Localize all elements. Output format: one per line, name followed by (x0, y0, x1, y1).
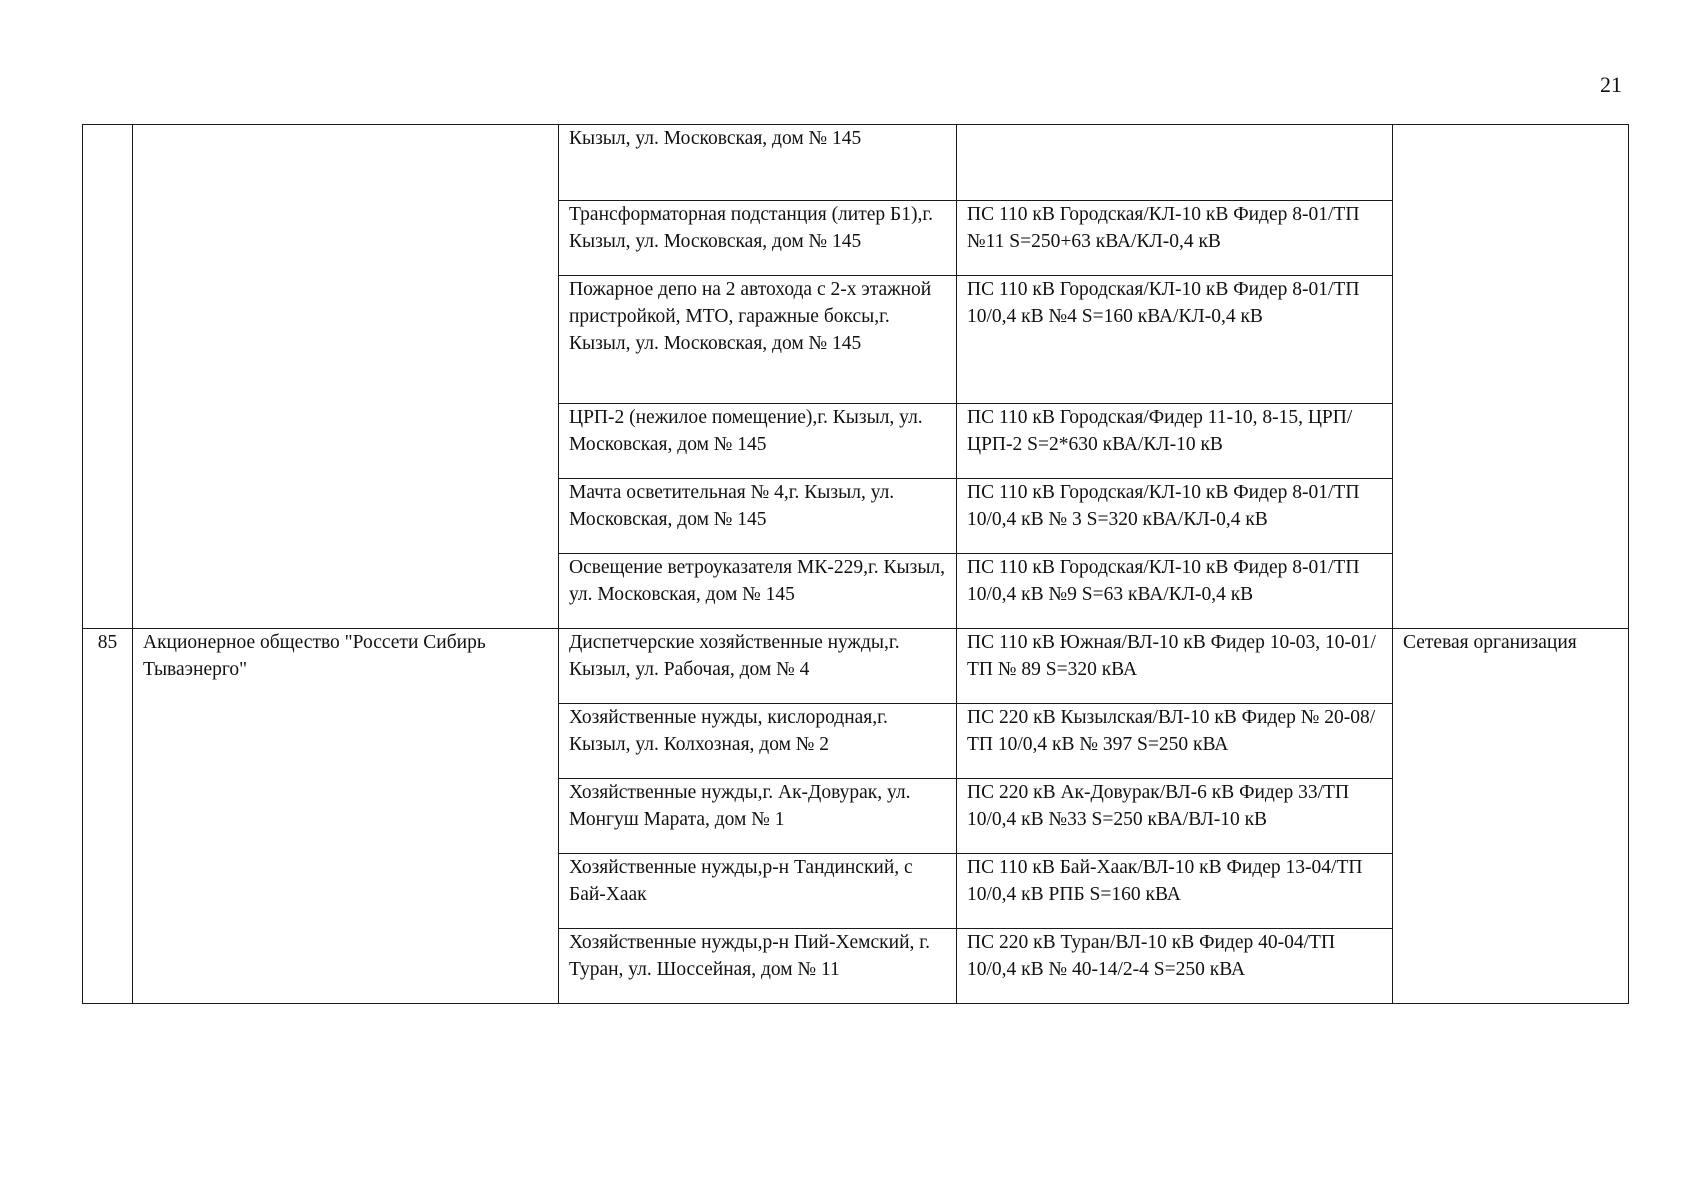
supply-source-cell: ПС 110 кВ Бай-Хаак/ВЛ-10 кВ Фидер 13-04/ТП 10/0,4 кВ РПБ S=160 кВА (957, 854, 1393, 929)
object-cell: Хозяйственные нужды, кислородная,г. Кызыл, ул. Колхозная, дом № 2 (559, 704, 957, 779)
supply-source-cell: ПС 110 кВ Городская/Фидер 11-10, 8-15, ЦРП/ЦРП-2 S=2*630 кВА/КЛ-10 кВ (957, 404, 1393, 479)
object-cell: Освещение ветроуказателя МК-229,г. Кызыл, ул. Московская, дом № 145 (559, 554, 957, 629)
table-row (83, 125, 1629, 201)
object-cell: Хозяйственные нужды,р-н Пий-Хемский, г. Туран, ул. Шоссейная, дом № 11 (559, 929, 957, 1004)
data-table (82, 124, 1629, 1004)
object-cell: Хозяйственные нужды,г. Ак-Довурак, ул. Монгуш Марата, дом № 1 (559, 779, 957, 854)
object-cell: ЦРП-2 (нежилое помещение),г. Кызыл, ул. Московская, дом № 145 (559, 404, 957, 479)
organization-cell (133, 125, 559, 629)
supply-source-cell: ПС 220 кВ Кызылская/ВЛ-10 кВ Фидер № 20-08/ТП 10/0,4 кВ № 397 S=250 кВА (957, 704, 1393, 779)
supply-source-cell: ПС 110 кВ Городская/КЛ-10 кВ Фидер 8-01/ТП №11 S=250+63 кВА/КЛ-0,4 кВ (957, 201, 1393, 276)
row-number-cell: 85 (83, 629, 133, 1004)
supply-source-cell: ПС 110 кВ Городская/КЛ-10 кВ Фидер 8-01/ТП 10/0,4 кВ №4 S=160 кВА/КЛ-0,4 кВ (957, 276, 1393, 404)
supply-source-cell (957, 125, 1393, 201)
page-number: 21 (1600, 72, 1622, 97)
category-cell (1393, 125, 1629, 629)
object-cell: Мачта осветительная № 4,г. Кызыл, ул. Московская, дом № 145 (559, 479, 957, 554)
supply-source-cell: ПС 110 кВ Южная/ВЛ-10 кВ Фидер 10-03, 10-01/ТП № 89 S=320 кВА (957, 629, 1393, 704)
supply-source-cell: ПС 220 кВ Ак-Довурак/ВЛ-6 кВ Фидер 33/ТП 10/0,4 кВ №33 S=250 кВА/ВЛ-10 кВ (957, 779, 1393, 854)
object-cell: Пожарное депо на 2 автохода с 2-х этажной пристройкой, МТО, гаражные боксы,г. Кызыл, ул. Московская, дом № 145 (559, 276, 957, 404)
row-number-cell (83, 125, 133, 629)
supply-source-cell: ПС 220 кВ Туран/ВЛ-10 кВ Фидер 40-04/ТП 10/0,4 кВ № 40-14/2-4 S=250 кВА (957, 929, 1393, 1004)
organization-cell: Акционерное общество "Россети Сибирь Тываэнерго" (133, 629, 559, 1004)
object-cell: Хозяйственные нужды,р-н Тандинский, с Бай-Хаак (559, 854, 957, 929)
supply-source-cell: ПС 110 кВ Городская/КЛ-10 кВ Фидер 8-01/ТП 10/0,4 кВ № 3 S=320 кВА/КЛ-0,4 кВ (957, 479, 1393, 554)
object-cell: Кызыл, ул. Московская, дом № 145 (559, 125, 957, 201)
table-row (83, 629, 1629, 704)
object-cell: Трансформаторная подстанция (литер Б1),г. Кызыл, ул. Московская, дом № 145 (559, 201, 957, 276)
category-cell: Сетевая организация (1393, 629, 1629, 1004)
object-cell: Диспетчерские хозяйственные нужды,г. Кызыл, ул. Рабочая, дом № 4 (559, 629, 957, 704)
supply-source-cell: ПС 110 кВ Городская/КЛ-10 кВ Фидер 8-01/ТП 10/0,4 кВ №9 S=63 кВА/КЛ-0,4 кВ (957, 554, 1393, 629)
